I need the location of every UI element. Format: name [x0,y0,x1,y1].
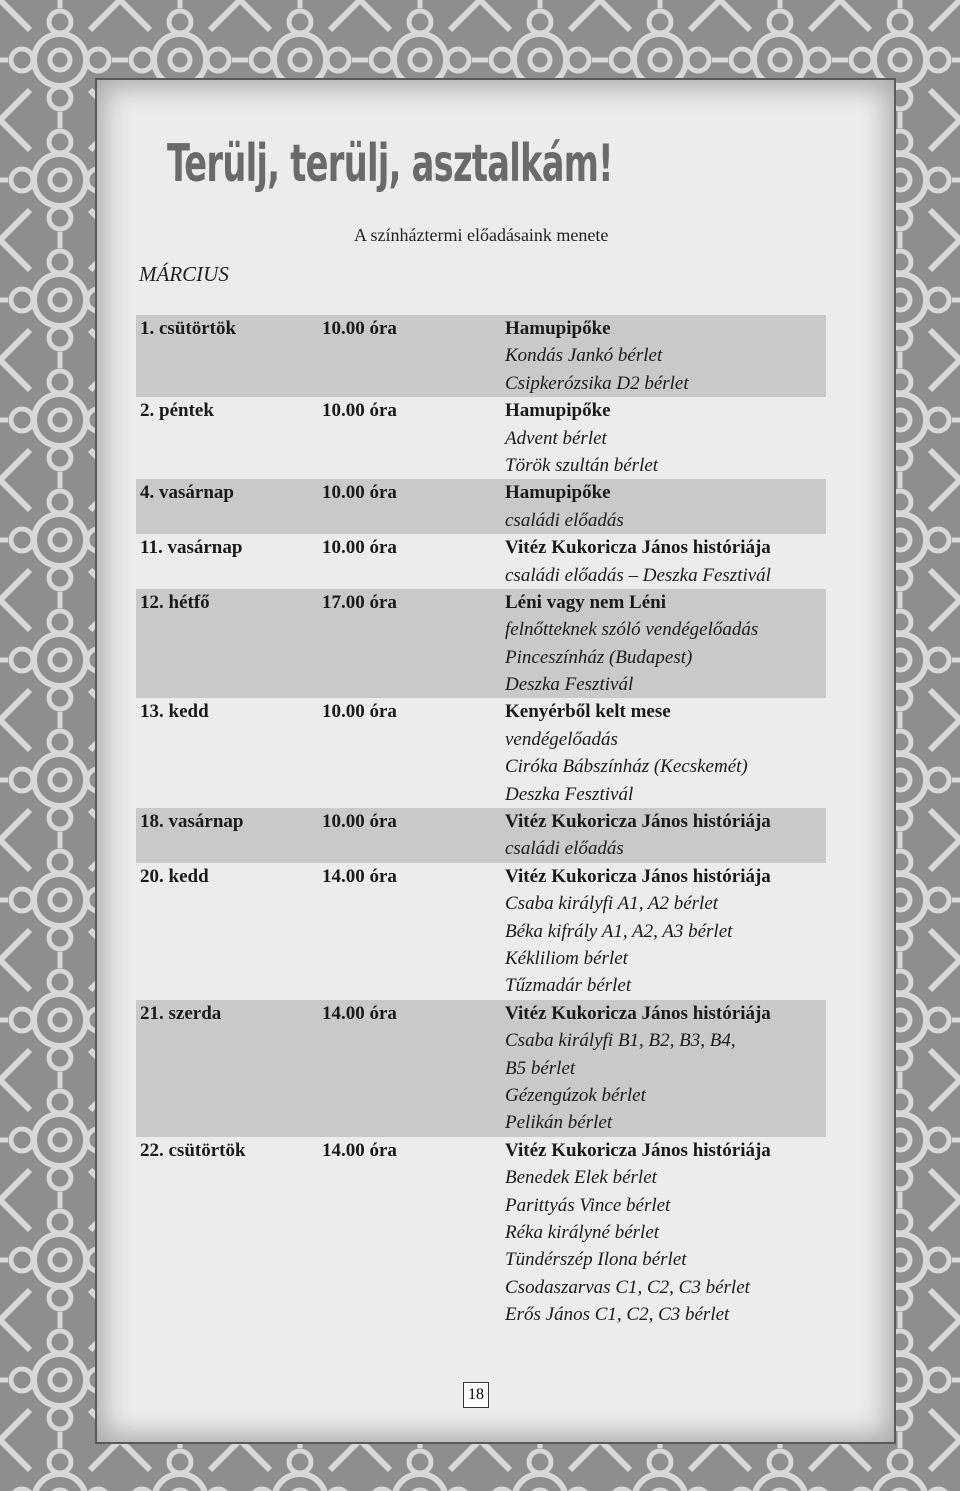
schedule-entry [136,1137,826,1329]
schedule-entry-main-line [136,397,826,424]
entry-show-title: Kenyérből kelt mese [505,701,671,723]
entry-note: Ciróka Bábszínház (Kecskemét) [505,756,748,778]
entry-show-title: Vitéz Kukoricza János históriája [505,1139,771,1161]
entry-note: Parittyás Vince bérlet [505,1194,671,1216]
schedule-entry-note-line [136,918,826,945]
entry-note: Benedek Elek bérlet [505,1167,657,1189]
entry-note: Deszka Fesztivál [505,674,634,696]
entry-day: 20. kedd [140,865,209,887]
schedule-entry-main-line [136,534,826,561]
entry-note: felnőtteknek szóló vendégelőadás [505,619,759,641]
entry-note: Pinceszínház (Budapest) [505,646,693,668]
schedule-entry-note-line [136,945,826,972]
entry-time: 10.00 óra [322,701,397,723]
entry-note: Pelikán bérlet [505,1112,613,1134]
entry-time: 10.00 óra [322,811,397,833]
month-heading: MÁRCIUS [139,262,229,286]
entry-note: családi előadás [505,509,624,531]
schedule-entry-note-line [136,1027,826,1054]
schedule-entry-note-line [136,644,826,671]
entry-note: Tündérszép Ilona bérlet [505,1249,687,1271]
entry-note: Béka kifrály A1, A2, A3 bérlet [505,920,733,942]
entry-show-title: Vitéz Kukoricza János históriája [505,537,771,559]
entry-show-title: Vitéz Kukoricza János históriája [505,1002,771,1024]
entry-day: 1. csütörtök [140,318,237,339]
schedule-entry-note-line [136,507,826,534]
entry-day: 4. vasárnap [140,482,234,504]
schedule-entry-note-line [136,1274,826,1301]
entry-show-title: Hamupipőke [505,482,611,504]
schedule-entry-note-line [136,1246,826,1273]
schedule-entry-note-line [136,562,826,589]
schedule-entry-note-line [136,452,826,479]
schedule-entry-main-line [136,589,826,616]
schedule-entry-note-line [136,1109,826,1136]
page-subtitle: A színháztermi előadásaink menete [354,225,609,245]
performance-schedule [136,315,826,1328]
schedule-entry [136,534,826,589]
schedule-entry [136,698,826,808]
schedule-entry-note-line [136,781,826,808]
entry-note: családi előadás [505,838,624,860]
entry-time: 10.00 óra [322,400,397,422]
entry-day: 18. vasárnap [140,811,244,833]
entry-time: 10.00 óra [322,318,397,339]
entry-show-title: Vitéz Kukoricza János históriája [505,865,771,887]
entry-show-title: Hamupipőke [505,318,611,339]
schedule-entry-note-line [136,835,826,862]
entry-time: 14.00 óra [322,1002,397,1024]
entry-day: 12. hétfő [140,591,210,613]
entry-note: Csaba királyfi B1, B2, B3, B4, [505,1030,736,1052]
schedule-entry [136,1000,826,1137]
entry-day: 22. csütörtök [140,1139,246,1161]
entry-note: Csodaszarvas C1, C2, C3 bérlet [505,1276,750,1298]
schedule-entry-note-line [136,1192,826,1219]
page-number: 18 [463,1382,489,1408]
schedule-entry-note-line [136,671,826,698]
entry-note: Deszka Fesztivál [505,783,634,805]
schedule-entry-main-line [136,698,826,725]
entry-day: 21. szerda [140,1002,222,1024]
entry-note: Kékliliom bérlet [505,947,628,969]
entry-show-title: Hamupipőke [505,400,611,422]
entry-note: Csaba királyfi A1, A2 bérlet [505,893,719,915]
schedule-entry [136,315,826,397]
schedule-entry-main-line [136,479,826,506]
entry-note: Erős János C1, C2, C3 bérlet [505,1304,730,1326]
schedule-entry-main-line [136,808,826,835]
entry-day: 2. péntek [140,400,214,422]
schedule-entry-note-line [136,1219,826,1246]
schedule-entry [136,808,826,863]
entry-show-title: Léni vagy nem Léni [505,591,666,613]
entry-time: 14.00 óra [322,1139,397,1161]
entry-time: 17.00 óra [322,591,397,613]
schedule-entry-note-line [136,370,826,397]
entry-note: B5 bérlet [505,1057,576,1079]
page-title: Terülj, terülj, asztalkám! [167,134,613,194]
schedule-entry [136,479,826,534]
entry-time: 10.00 óra [322,482,397,504]
entry-show-title: Vitéz Kukoricza János históriája [505,811,771,833]
schedule-entry-note-line [136,1164,826,1191]
schedule-entry-note-line [136,890,826,917]
schedule-entry-note-line [136,342,826,369]
schedule-entry-note-line [136,1082,826,1109]
schedule-entry-main-line [136,863,826,890]
schedule-entry-note-line [136,753,826,780]
entry-note: Török szultán bérlet [505,454,659,476]
entry-time: 10.00 óra [322,537,397,559]
schedule-entry [136,863,826,1000]
entry-time: 14.00 óra [322,865,397,887]
schedule-entry-main-line [136,1137,826,1164]
schedule-entry-note-line [136,726,826,753]
entry-note: vendégelőadás [505,728,618,750]
schedule-entry-note-line [136,1301,826,1328]
entry-note: családi előadás – Deszka Fesztivál [505,564,771,586]
schedule-entry-note-line [136,425,826,452]
schedule-entry-note-line [136,1055,826,1082]
schedule-entry [136,397,826,479]
entry-note: Csipkerózsika D2 bérlet [505,372,689,394]
entry-day: 13. kedd [140,701,209,723]
schedule-entry [136,589,826,699]
entry-note: Gézengúzok bérlet [505,1084,646,1106]
entry-note: Tűzmadár bérlet [505,975,632,997]
schedule-entry-main-line [136,315,826,342]
schedule-entry-main-line [136,1000,826,1027]
entry-note: Advent bérlet [505,427,607,449]
schedule-entry-note-line [136,616,826,643]
entry-day: 11. vasárnap [140,537,243,559]
entry-note: Kondás Jankó bérlet [505,345,663,367]
schedule-entry-note-line [136,972,826,999]
entry-note: Réka királyné bérlet [505,1221,660,1243]
